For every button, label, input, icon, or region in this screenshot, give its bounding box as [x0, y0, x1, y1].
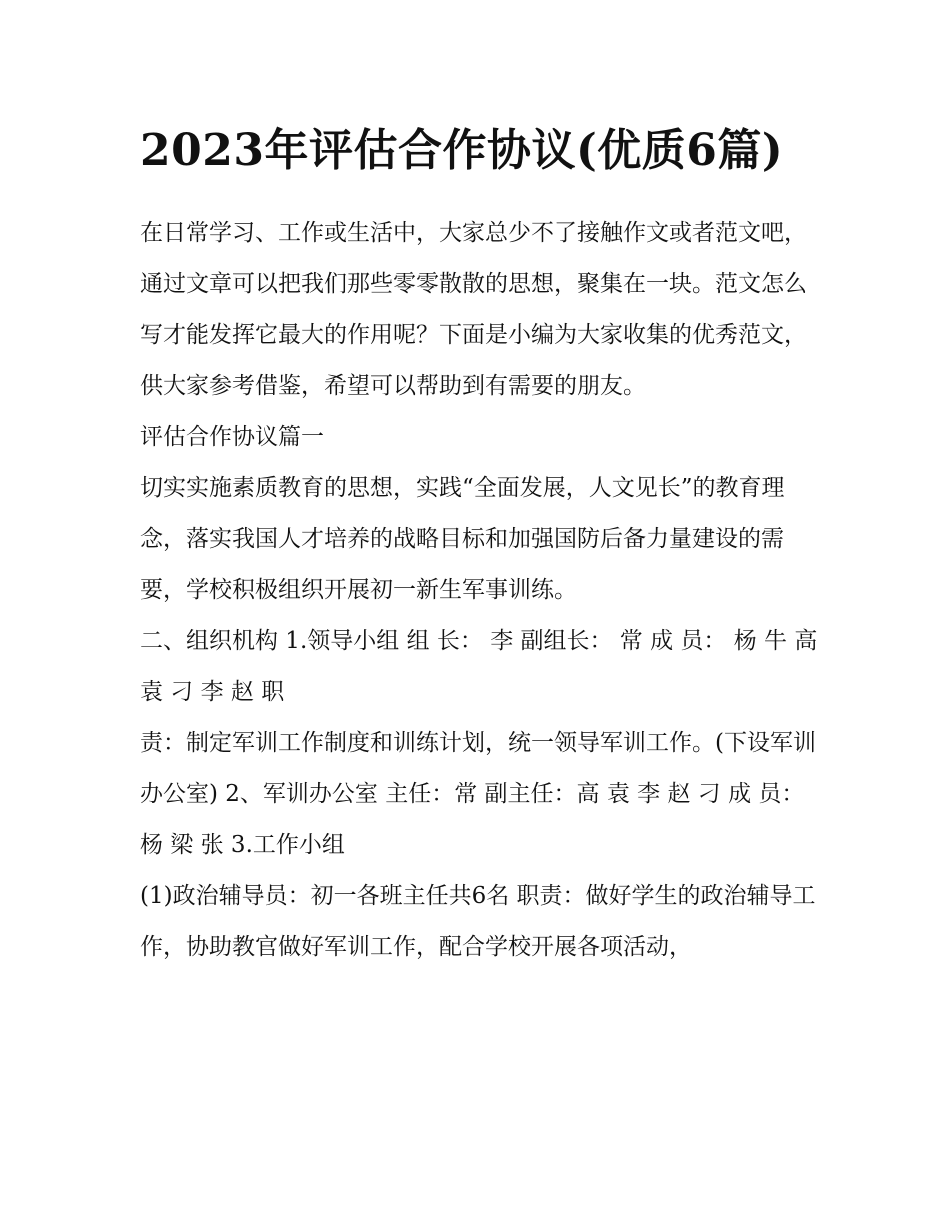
intro-paragraph: 在日常学习、工作或生活中，大家总少不了接触作文或者范文吧，通过文章可以把我们那些零零散散的思想，聚集在一块。范文怎么写才能发挥它最大的作用呢？下面是小编为大家收集的优秀范文，供大家参考借鉴，希望可以帮助到有需要的朋友。 [140, 220, 807, 399]
section-heading: 评估合作协议篇一 [140, 424, 324, 450]
counselor-paragraph: (1)政治辅导员：初一各班主任共6名 职责：做好学生的政治辅导工作，协助教官做好军训工作，配合学校开展各项活动， [140, 883, 816, 960]
document-page [140, 112, 820, 973]
body-paragraph: 切实实施素质教育的思想，实践“全面发展，人文见长”的教育理念，落实我国人才培养的战略目标和加强国防后备力量建设的需要，学校积极组织开展初一新生军事训练。 [140, 475, 785, 603]
duties-paragraph: 责：制定军训工作制度和训练计划，统一领导军训工作。(下设军训办公室) 2、军训办公室 主任：常 副主任：高 袁 李 赵 刁 成 员：杨 梁 张 3.工作小组 [140, 730, 816, 858]
document-title: 2023年评估合作协议(优质6篇) [140, 125, 784, 176]
organization-paragraph: 二、组织机构 1.领导小组 组 长： 李 副组长： 常 成 员： 杨 牛 高 袁 刁 李 赵 职 [140, 628, 818, 705]
document-body [140, 208, 820, 973]
